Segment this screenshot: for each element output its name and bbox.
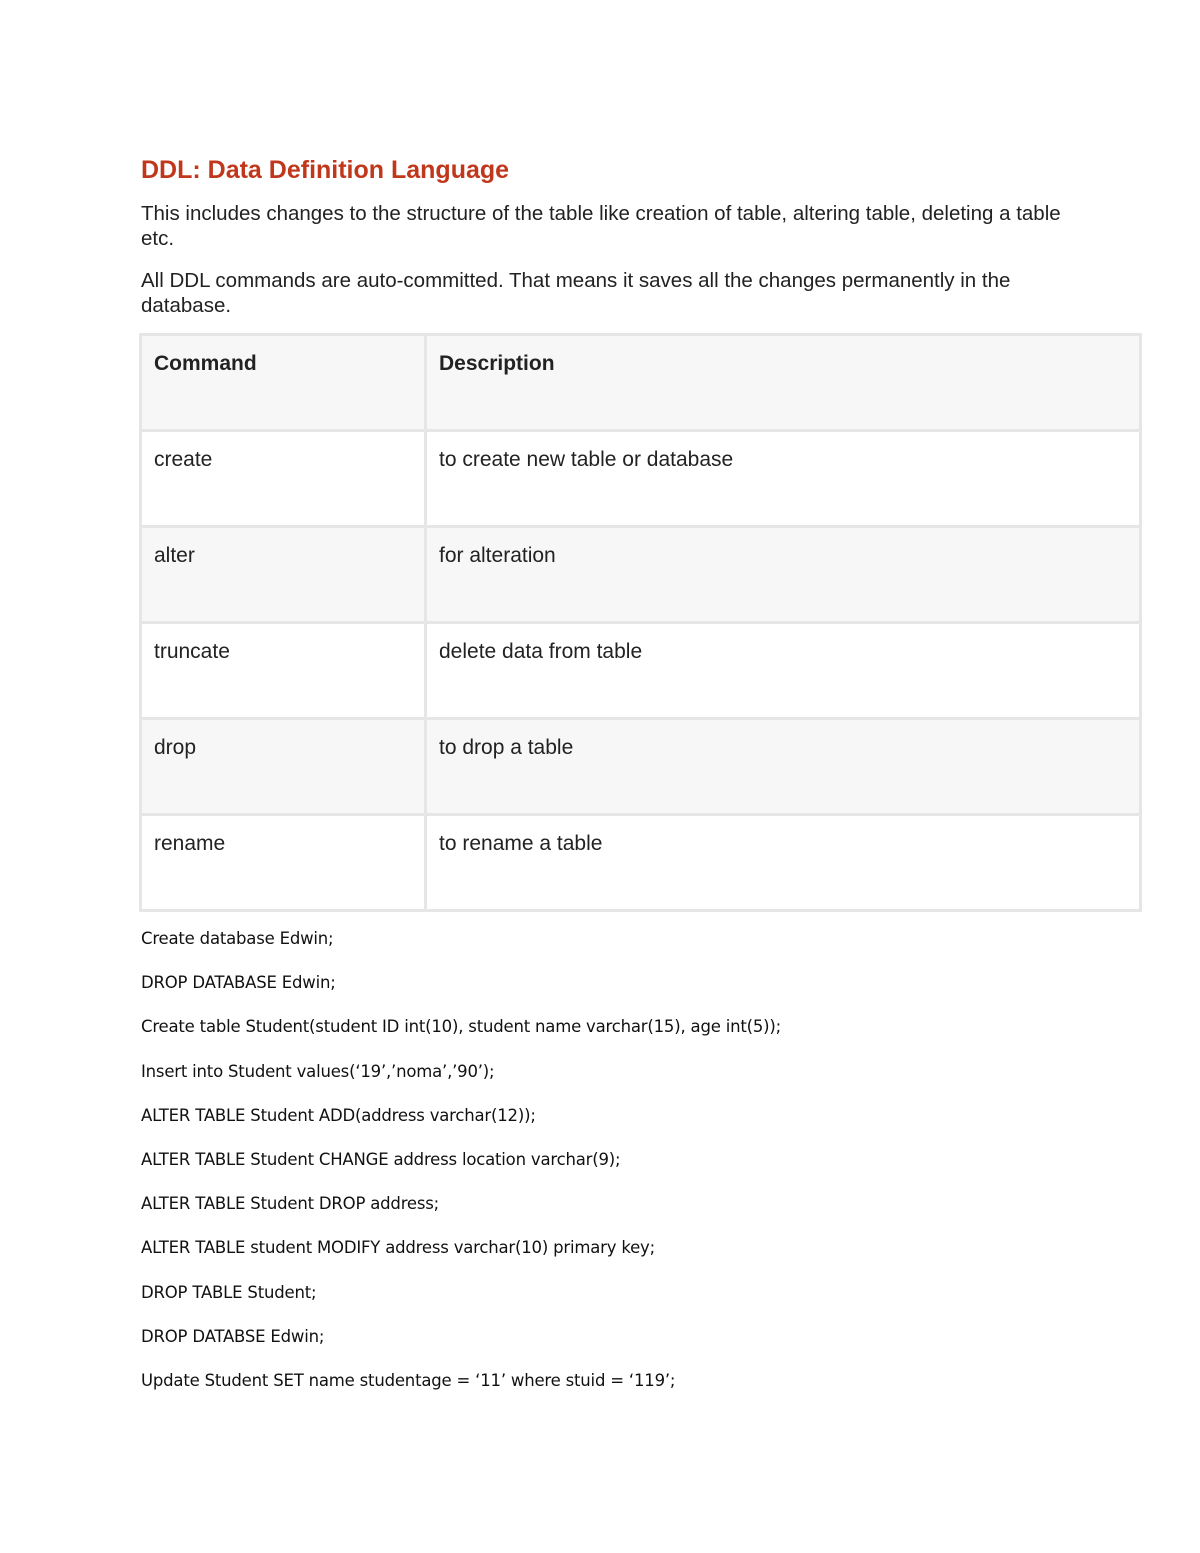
table-header-row [141, 335, 1141, 431]
ddl-commands-table [139, 333, 1142, 912]
table-row [141, 431, 1141, 527]
autocommit-paragraph: All DDL commands are auto-committed. That means it saves all the changes permanently in the database. [141, 269, 1011, 317]
table-row [141, 623, 1141, 719]
sql-statement: DROP TABLE Student; [141, 1282, 317, 1302]
column-header-description: Description [426, 335, 1141, 431]
description-cell: delete data from table [426, 623, 1141, 719]
table-row [141, 719, 1141, 815]
sql-statement: ALTER TABLE Student DROP address; [141, 1194, 440, 1214]
description-cell: for alteration [426, 527, 1141, 623]
sql-statement: DROP DATABSE Edwin; [141, 1326, 325, 1346]
sql-statement: Create database Edwin; [141, 929, 334, 948]
table-row [141, 527, 1141, 623]
sql-statement: Update Student SET name studentage = ‘11’ where stuid = ‘119’; [141, 1370, 676, 1390]
page-title: DDL: Data Definition Language [141, 156, 510, 184]
description-cell: to rename a table [426, 815, 1141, 911]
column-header-command: Command [141, 335, 426, 431]
sql-statement: ALTER TABLE Student ADD(address varchar(12)); [141, 1105, 536, 1125]
command-cell: truncate [141, 623, 426, 719]
command-cell: rename [141, 815, 426, 911]
command-cell: create [141, 431, 426, 527]
sql-statement-list [141, 927, 781, 1413]
sql-statement: ALTER TABLE Student CHANGE address location varchar(9); [141, 1149, 621, 1169]
sql-statement: ALTER TABLE student MODIFY address varchar(10) primary key; [141, 1238, 655, 1258]
description-cell: to drop a table [426, 719, 1141, 815]
description-cell: to create new table or database [426, 431, 1141, 527]
sql-statement: Create table Student(student ID int(10), student name varchar(15), age int(5)); [141, 1017, 782, 1037]
command-cell: alter [141, 527, 426, 623]
command-cell: drop [141, 719, 426, 815]
sql-statement: DROP DATABASE Edwin; [141, 973, 336, 993]
table-row [141, 815, 1141, 911]
sql-statement: Insert into Student values(‘19’,’noma’,’90’); [141, 1061, 495, 1081]
intro-paragraph: This includes changes to the structure of the table like creation of table, altering table, deleting a table etc. [141, 202, 1061, 250]
